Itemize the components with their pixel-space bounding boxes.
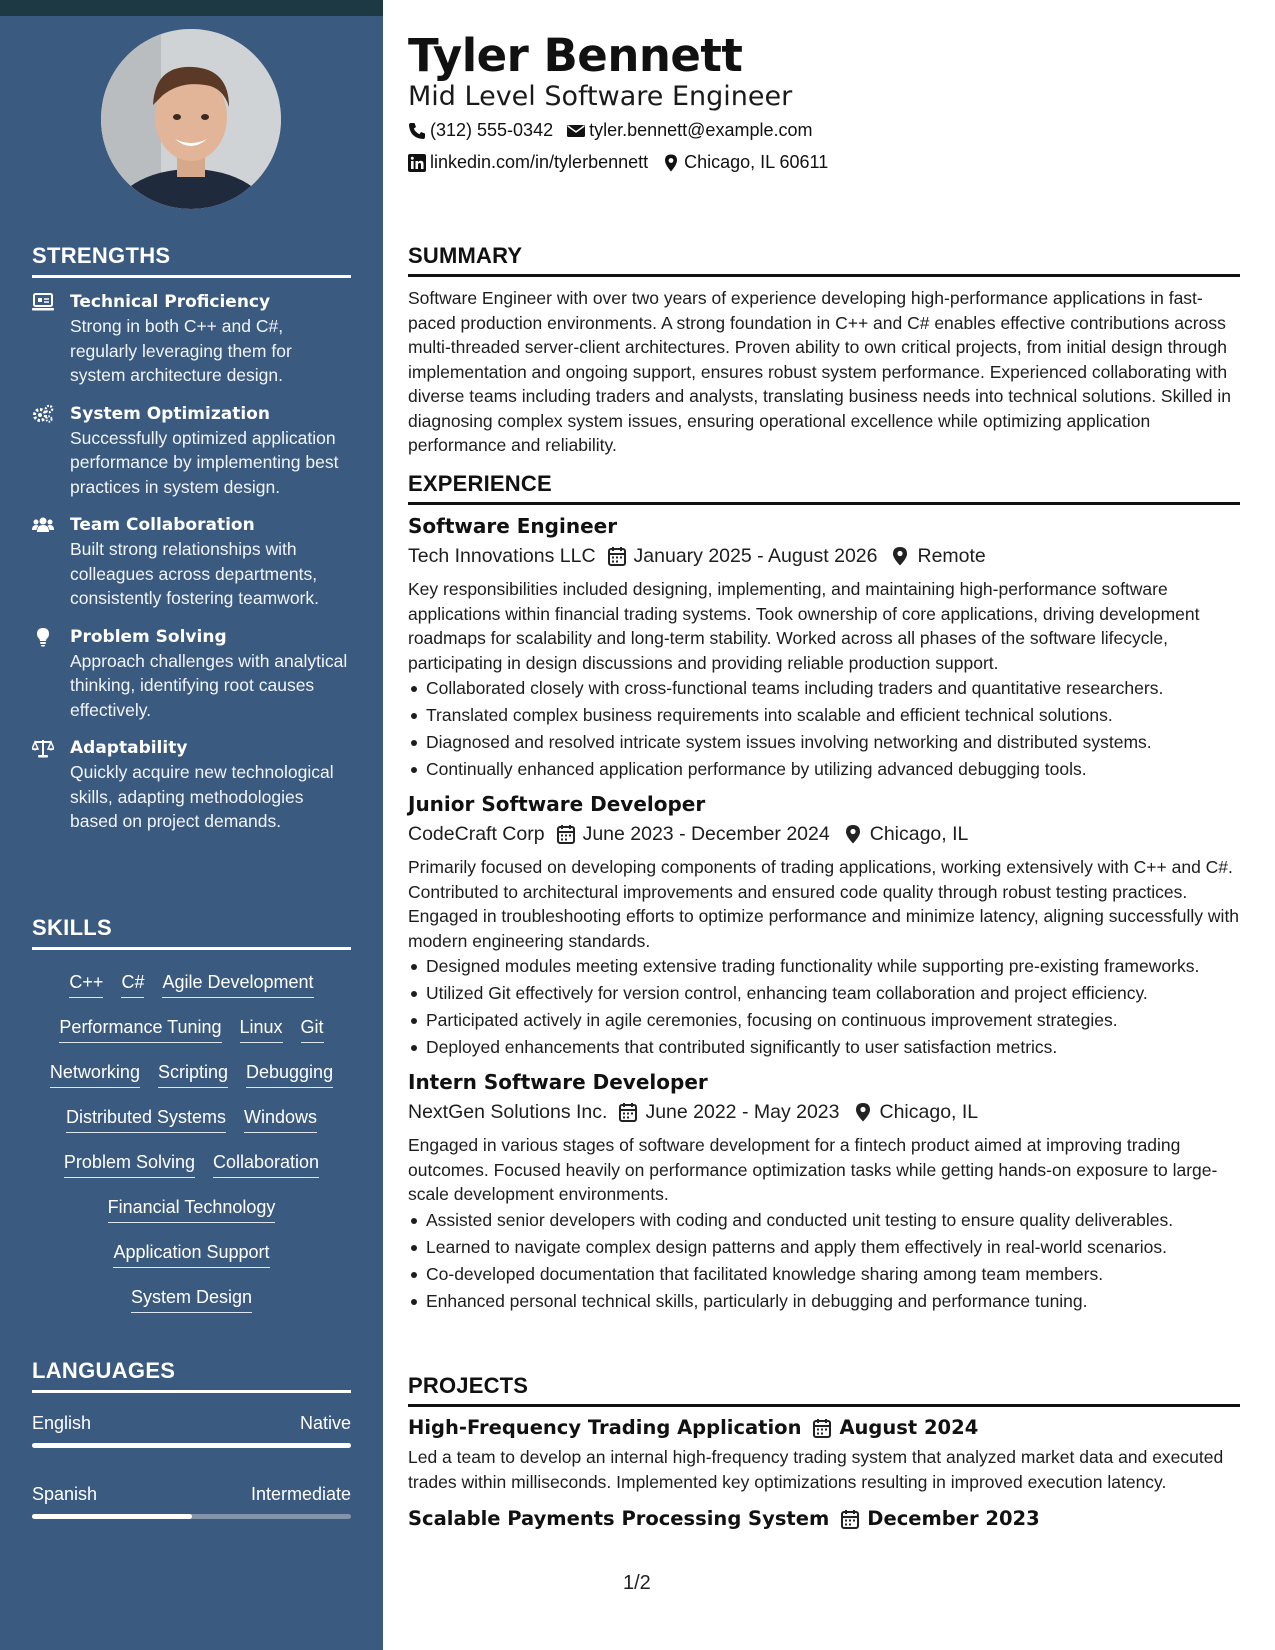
strengths-heading: STRENGTHS — [32, 243, 351, 278]
skill-tag: Agile Development — [162, 970, 313, 998]
skills-row — [32, 1279, 351, 1324]
job-company: NextGen Solutions Inc. — [408, 1101, 608, 1123]
skills-row — [32, 1009, 351, 1054]
language-proficiency-bar — [32, 1443, 351, 1448]
calendar-icon — [813, 1418, 831, 1438]
email-address: tyler.bennett@example.com — [589, 120, 813, 140]
project-date: December 2023 — [867, 1507, 1040, 1530]
project-title-row — [408, 1413, 1240, 1443]
list-item: Enhanced personal technical skills, particularly in debugging and performance tuning. — [408, 1290, 1240, 1313]
skills-row — [32, 1054, 351, 1099]
linkedin-icon — [408, 154, 426, 172]
location-contact — [662, 152, 828, 173]
users-icon — [32, 513, 70, 611]
location-pin-icon — [844, 824, 862, 844]
project-title: High-Frequency Trading Application — [408, 1416, 802, 1439]
skill-tag: Windows — [244, 1105, 317, 1133]
job-company: Tech Innovations LLC — [408, 545, 596, 567]
job-location: Remote — [917, 545, 986, 567]
job-dates: January 2025 - August 2026 — [633, 545, 878, 567]
job-title: Intern Software Developer — [408, 1070, 708, 1094]
languages-section — [32, 1358, 351, 1519]
job-meta — [408, 541, 1240, 571]
summary-section — [408, 243, 1240, 458]
location-pin-icon — [891, 546, 909, 566]
strength-description: Approach challenges with analytical thinking, identifying root causes effectively. — [70, 650, 348, 720]
list-item: Co-developed documentation that facilitated knowledge sharing among team members. — [408, 1263, 1240, 1286]
email-contact[interactable] — [567, 120, 812, 141]
skill-tag: Collaboration — [213, 1150, 319, 1178]
person-photo-icon — [101, 29, 281, 209]
project-title: Scalable Payments Processing System — [408, 1507, 830, 1530]
candidate-role: Mid Level Software Engineer — [408, 81, 793, 112]
linkedin-url: linkedin.com/in/tylerbennett — [430, 152, 649, 172]
calendar-icon — [608, 546, 626, 566]
summary-text: Software Engineer with over two years of experience developing high-performance applications in fast-paced production environments. A strong foundation in C++ and C# enables effective contributions across multi-threaded server-client architectures. Proven ability to own critical projects, from initial design through implementation and ongoing support, ensures robust system performance. Experienced collaborating with diverse teams including traders and analysts, translating business needs into technical solutions. Skilled in diagnosing complex system issues, ensuring operational excellence while optimizing application performance and reliability. — [408, 288, 1231, 455]
language-name: Spanish — [32, 1484, 98, 1504]
skills-row — [32, 1234, 351, 1279]
phone-icon — [408, 122, 426, 140]
list-item: Collaborated closely with cross-functional teams including traders and quantitative researchers. — [408, 677, 1240, 700]
language-proficiency-bar — [32, 1514, 351, 1519]
calendar-icon — [557, 824, 575, 844]
skill-tag: Problem Solving — [64, 1150, 195, 1178]
computer-icon — [32, 290, 70, 388]
strength-description: Built strong relationships with colleagues across departments, consistently fostering teamwork. — [70, 539, 319, 608]
language-name: English — [32, 1413, 92, 1433]
strength-description: Successfully optimized application performance by implementing best practices in system design. — [70, 427, 339, 497]
job-description: Primarily focused on developing components of trading applications, working extensively with C++ and C#. Contributed to architectural improvements and ensured code quality through robust testing practices. Engaged in troubleshooting efforts to optimize performance and minimize latency, aligning successfully with modern engineering standards. — [408, 857, 1240, 951]
languages-heading: LANGUAGES — [32, 1358, 351, 1393]
location-text: Chicago, IL 60611 — [684, 152, 829, 172]
projects-heading: PROJECTS — [408, 1373, 1240, 1407]
language-item — [32, 1411, 351, 1448]
skill-tag: Performance Tuning — [59, 1015, 221, 1043]
strength-item — [32, 290, 351, 388]
skills-row — [32, 1189, 351, 1234]
projects-section — [408, 1373, 1240, 1534]
page-number: 1/2 — [623, 1572, 651, 1594]
strength-title: Problem Solving — [70, 626, 227, 647]
strength-item — [32, 625, 351, 723]
language-level: Intermediate — [250, 1484, 351, 1504]
profile-photo — [101, 29, 281, 209]
contact-line-1 — [408, 120, 826, 141]
strength-title: Team Collaboration — [70, 515, 255, 535]
job-dates: June 2022 - May 2023 — [645, 1101, 840, 1123]
skills-heading: SKILLS — [32, 915, 351, 950]
skill-tag: Distributed Systems — [66, 1105, 226, 1133]
location-pin-icon — [854, 1102, 872, 1122]
skill-tag: Debugging — [246, 1060, 333, 1088]
language-proficiency-fill — [32, 1514, 192, 1519]
job-location: Chicago, IL — [879, 1101, 979, 1123]
job-description: Key responsibilities included designing, implementing, and maintaining high-performance software applications within financial trading systems. Took ownership of core applications, driving development roadmaps for scalability and long-term stability. Worked across all phases of the software lifecycle, participating in design discussions and providing reliable production support. — [408, 579, 1200, 673]
candidate-name: Tyler Bennett — [408, 29, 743, 82]
job-title: Software Engineer — [408, 514, 618, 538]
language-item — [32, 1482, 351, 1519]
job-title: Junior Software Developer — [408, 792, 706, 816]
strength-title: Adaptability — [70, 738, 188, 758]
experience-section — [408, 471, 1240, 1317]
list-item: Translated complex business requirements into scalable and efficient technical solutions. — [408, 704, 1240, 727]
location-pin-icon — [662, 154, 680, 172]
language-proficiency-fill — [32, 1443, 351, 1448]
job-description: Engaged in various stages of software development for a fintech product aimed at improving trading outcomes. Focused heavily on performance optimization tasks while getting hands-on exposure to large-scale development environments. — [408, 1135, 1218, 1204]
experience-heading: EXPERIENCE — [408, 471, 1240, 505]
skill-tag: Networking — [50, 1060, 140, 1088]
job-location: Chicago, IL — [869, 823, 969, 845]
phone-number: (312) 555-0342 — [430, 120, 554, 140]
project-title-row — [408, 1504, 1240, 1534]
sidebar — [0, 0, 383, 1650]
strength-item — [32, 736, 351, 834]
skill-tag: Application Support — [113, 1240, 269, 1268]
list-item: Utilized Git effectively for version control, enhancing team collaboration and project efficiency. — [408, 982, 1240, 1005]
skills-row — [32, 1144, 351, 1189]
skill-tag: Git — [301, 1015, 324, 1043]
skill-tag: C# — [121, 970, 144, 998]
lightbulb-icon — [32, 625, 70, 723]
project-description: Led a team to develop an internal high-frequency trading system that analyzed market data and executed trades within milliseconds. Implemented key optimizations resulting in improved execution latency. — [408, 1447, 1224, 1492]
strength-item — [32, 513, 351, 611]
list-item: Designed modules meeting extensive trading functionality while supporting pre-existing frameworks. — [408, 955, 1240, 978]
list-item: Deployed enhancements that contributed significantly to user satisfaction metrics. — [408, 1036, 1240, 1059]
job-bullets — [408, 955, 1240, 1059]
strength-item — [32, 402, 351, 500]
skills-list — [32, 964, 351, 1324]
skills-row — [32, 1099, 351, 1144]
contact-line-2 — [408, 152, 842, 173]
job-dates: June 2023 - December 2024 — [582, 823, 830, 845]
list-item: Continually enhanced application performance by utilizing advanced debugging tools. — [408, 758, 1240, 781]
skill-tag: Financial Technology — [108, 1195, 276, 1223]
list-item: Learned to navigate complex design patterns and apply them effectively in real-world scenarios. — [408, 1236, 1240, 1259]
skill-tag: Linux — [240, 1015, 283, 1043]
list-item: Diagnosed and resolved intricate system issues involving networking and distributed systems. — [408, 731, 1240, 754]
scale-icon — [32, 736, 70, 834]
project-entry — [408, 1504, 1240, 1534]
job-bullets — [408, 677, 1240, 781]
envelope-icon — [567, 122, 585, 140]
job-entry — [408, 789, 1240, 1059]
project-date: August 2024 — [839, 1416, 979, 1439]
summary-heading: SUMMARY — [408, 243, 1240, 277]
job-entry — [408, 1067, 1240, 1313]
job-bullets — [408, 1209, 1240, 1313]
skill-tag: Scripting — [158, 1060, 228, 1088]
job-company: CodeCraft Corp — [408, 823, 545, 845]
gears-icon — [32, 402, 70, 500]
list-item: Assisted senior developers with coding and conducted unit testing to ensure quality deliverables. — [408, 1209, 1240, 1232]
skills-row — [32, 964, 351, 1009]
job-meta — [408, 819, 1240, 849]
project-entry — [408, 1413, 1240, 1494]
calendar-icon — [841, 1509, 859, 1529]
skill-tag: System Design — [131, 1285, 252, 1313]
job-meta — [408, 1097, 1240, 1127]
job-entry — [408, 511, 1240, 781]
strength-title: Technical Proficiency — [70, 292, 271, 312]
skill-tag: C++ — [69, 970, 103, 998]
strengths-section — [32, 243, 351, 834]
sidebar-top-bar — [0, 0, 383, 16]
linkedin-contact[interactable] — [408, 152, 648, 173]
skills-section — [32, 915, 351, 1324]
calendar-icon — [619, 1102, 637, 1122]
phone-contact[interactable] — [408, 120, 553, 141]
strength-description: Strong in both C++ and C#, regularly leveraging them for system architecture design. — [70, 316, 292, 385]
strength-title: System Optimization — [70, 403, 270, 424]
language-level: Native — [299, 1413, 351, 1433]
strength-description: Quickly acquire new technological skills, adapting methodologies based on project demands. — [70, 762, 334, 831]
list-item: Participated actively in agile ceremonies, focusing on continuous improvement strategies. — [408, 1009, 1240, 1032]
